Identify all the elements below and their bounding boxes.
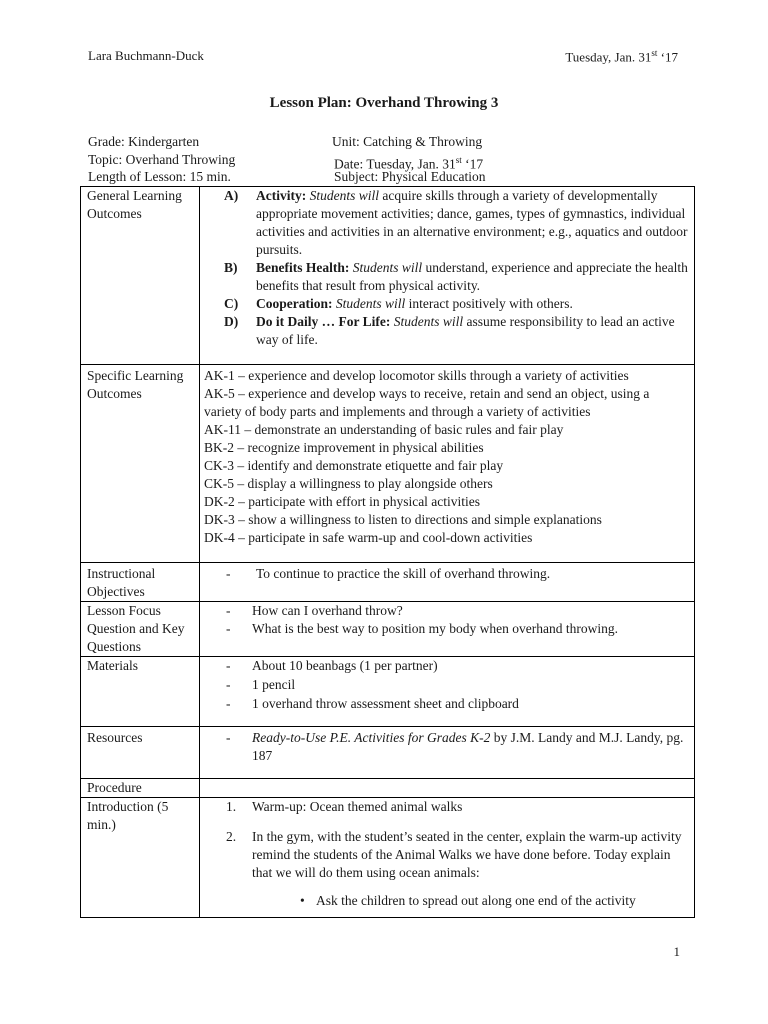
label-materials: Materials [81, 657, 200, 727]
instructional-item: - To continue to practice the skill of overhand throwing. [226, 566, 551, 581]
general-outcomes [200, 187, 695, 365]
general-item: D) Do it Daily … For Life: Students will assume responsibility to lead an active way of life. [224, 314, 675, 347]
specific-item: AK-5 – experience and develop ways to receive, retain and send an object, using a variety of body parts and implements and through a variety of activities [204, 386, 650, 419]
row-specific [81, 365, 695, 563]
label-procedure: Procedure [81, 779, 200, 798]
row-instructional [81, 563, 695, 602]
label-introduction: Introduction (5 min.) [81, 798, 200, 918]
specific-item: DK-4 – participate in safe warm-up and cool-down activities [204, 530, 533, 545]
resources-content [200, 727, 695, 779]
label-instructional: Instructional Objectives [81, 563, 200, 602]
lesson-plan-table [80, 186, 695, 918]
meta-length: Length of Lesson: 15 min. [88, 169, 231, 184]
introduction-content [200, 798, 695, 918]
materials-item: - 1 overhand throw assessment sheet and clipboard [226, 696, 519, 711]
specific-outcomes [200, 365, 695, 563]
focus-item: - How can I overhand throw? [226, 603, 403, 618]
meta-subject: Subject: Physical Education [334, 169, 486, 184]
specific-item: BK-2 – recognize improvement in physical abilities [204, 440, 484, 455]
label-specific: Specific Learning Outcomes [81, 365, 200, 563]
page-title: Lesson Plan: Overhand Throwing 3 [269, 95, 499, 111]
intro-bullet: • Ask the children to spread out along one end of the activity [300, 893, 636, 908]
meta-grade: Grade: Kindergarten [88, 134, 200, 149]
page-number: 1 [673, 944, 680, 959]
meta-date: Date: Tuesday, Jan. 31st ‘17 [334, 155, 484, 172]
specific-item: CK-5 – display a willingness to play alongside others [204, 476, 493, 491]
specific-item: DK-3 – show a willingness to listen to directions and simple explanations [204, 512, 602, 527]
focus-item: - What is the best way to position my body when overhand throwing. [226, 621, 618, 636]
row-focus [81, 602, 695, 657]
instructional-objectives [200, 563, 695, 602]
intro-step: 2. In the gym, with the student’s seated in the center, explain the warm-up activity remind the students of the Animal Walks we have done before. Today explain that we will do them using ocean animals: [226, 829, 682, 880]
row-introduction [81, 798, 695, 918]
header-author: Lara Buchmann-Duck [88, 48, 204, 63]
specific-item: AK-11 – demonstrate an understanding of basic rules and fair play [204, 422, 564, 437]
materials-item: - 1 pencil [226, 677, 296, 692]
label-focus: Lesson Focus Question and Key Questions [81, 602, 200, 657]
label-general: General Learning Outcomes [81, 187, 200, 365]
specific-item: DK-2 – participate with effort in physical activities [204, 494, 481, 509]
specific-item: CK-3 – identify and demonstrate etiquette and fair play [204, 458, 504, 473]
header-date: Tuesday, Jan. 31st ‘17 [565, 48, 678, 65]
materials-item: - About 10 beanbags (1 per partner) [226, 658, 438, 673]
intro-step: 1. Warm-up: Ocean themed animal walks [226, 799, 463, 814]
row-general [81, 187, 695, 365]
row-resources [81, 727, 695, 779]
row-materials [81, 657, 695, 727]
procedure-empty [200, 779, 695, 798]
row-procedure [81, 779, 695, 798]
general-item: B) Benefits Health: Students will understand, experience and appreciate the health benefits that result from physical activity. [224, 260, 688, 293]
meta-topic: Topic: Overhand Throwing [88, 152, 236, 167]
meta-unit: Unit: Catching & Throwing [332, 134, 483, 149]
general-item: C) Cooperation: Students will interact positively with others. [224, 296, 573, 311]
label-resources: Resources [81, 727, 200, 779]
general-item: A) Activity: Students will acquire skills through a variety of developmentally appropriate movement activities; dance, games, types of gymnastics, individual activities and activities in an alternative environment; e.g., aquatics and outdoor pursuits. [224, 188, 688, 257]
focus-questions [200, 602, 695, 657]
materials-list [200, 657, 695, 727]
specific-item: AK-1 – experience and develop locomotor skills through a variety of activities [204, 368, 629, 383]
resources-item: - Ready-to-Use P.E. Activities for Grades K-2 by J.M. Landy and M.J. Landy, pg. 187 [226, 730, 684, 763]
